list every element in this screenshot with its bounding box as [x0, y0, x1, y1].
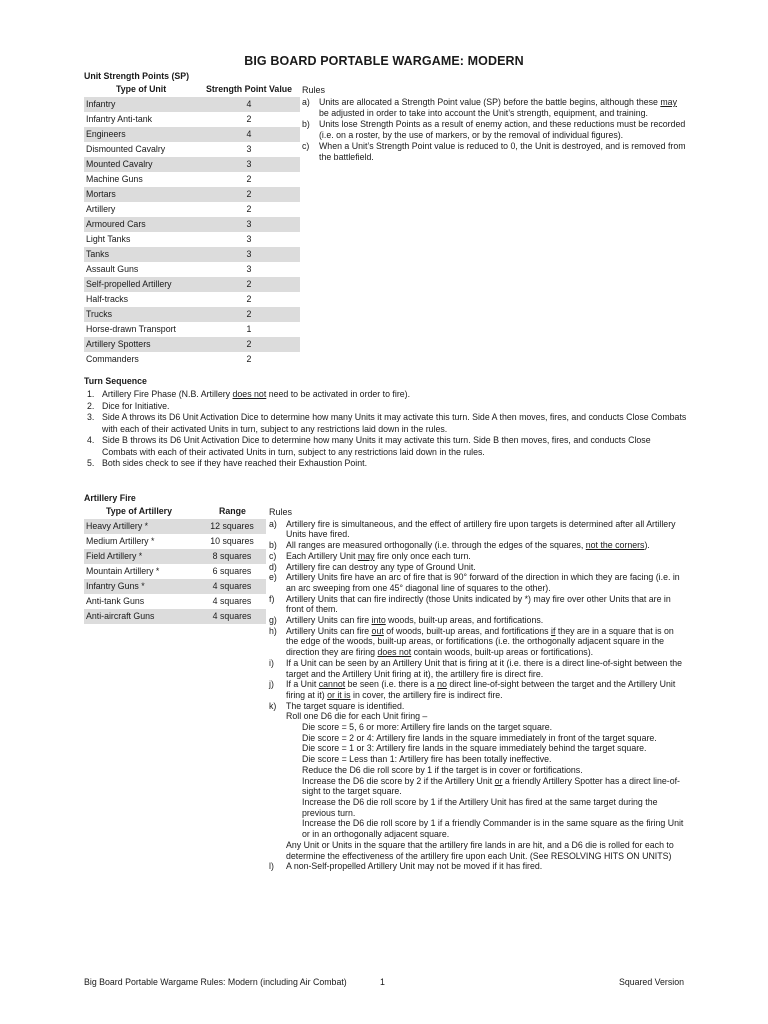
- row-value: 4 squares: [212, 596, 252, 606]
- row-value: 6 squares: [212, 566, 252, 576]
- row-value: 2: [246, 174, 252, 184]
- table-row: [84, 112, 300, 127]
- row-label: Engineers: [86, 129, 126, 139]
- footer-left: Big Board Portable Wargame Rules: Modern (including Air Combat): [84, 977, 347, 987]
- row-label: Commanders: [86, 354, 139, 364]
- art-rule-g: g) Artillery Units can fire into woods, built-up areas, and fortifications.: [269, 615, 544, 626]
- row-label: Self-propelled Artillery: [86, 279, 172, 289]
- table-row: [84, 292, 300, 307]
- row-value: 2: [246, 189, 252, 199]
- row-value: 1: [246, 324, 252, 334]
- turn-item: 2. Dice for Initiative.: [87, 400, 170, 411]
- die-score-line: Die score = 2 or 4: Artillery fire lands in the square immediately in front of the target square.: [302, 732, 657, 743]
- row-label: Anti-aircraft Guns: [86, 611, 155, 621]
- roll-instruction: Roll one D6 die for each Unit firing –: [286, 711, 428, 722]
- row-value: 2: [246, 279, 252, 289]
- sp-rule-a: a) Units are allocated a Strength Point value (SP) before the battle begins, although these may be adjusted in order to take into account the Unit’s strength, equipment, and training.: [302, 97, 677, 118]
- footer-right: Squared Version: [618, 977, 684, 987]
- row-label: Infantry Anti-tank: [86, 114, 153, 124]
- row-value: 3: [246, 144, 252, 154]
- row-label: Heavy Artillery *: [86, 521, 149, 531]
- row-value: 2: [246, 339, 252, 349]
- row-label: Field Artillery *: [86, 551, 143, 561]
- die-score-line: Die score = Less than 1: Artillery fire has been totally ineffective.: [302, 754, 552, 765]
- modifier-line: Increase the D6 die roll score by 1 if the Artillery Unit has fired at the same target during the previous turn.: [302, 796, 658, 818]
- modifier-line: Increase the D6 die roll score by 1 if a friendly Commander is in the same square as the firing Unit or in an orthogonally adjacent square.: [302, 818, 684, 840]
- art-rules-label: Rules: [269, 507, 293, 517]
- row-label: Horse-drawn Transport: [86, 324, 176, 334]
- sp-col-type-header: Type of Unit: [116, 84, 167, 94]
- row-label: Mortars: [86, 189, 116, 199]
- turn-item: 3. Side A throws its D6 Unit Activation Dice to determine how many Units it may activate this turn. Side A then moves, fires, and conducts Close Combats with each of their activated Units in turn, subject to any restrictions laid down in the rules.: [87, 412, 687, 434]
- sp-rules-list: [302, 97, 688, 163]
- table-row: [84, 609, 266, 624]
- row-value: 3: [246, 264, 252, 274]
- artillery-table: [84, 506, 266, 628]
- row-label: Assault Guns: [86, 264, 139, 274]
- row-value: 10 squares: [210, 536, 254, 546]
- sp-rule-b: b) Units lose Strength Points as a result of enemy action, and these reductions must be recorded (i.e. on a roster, by the use of markers, or by the removal of individual figures).: [302, 119, 686, 140]
- row-label: Tanks: [86, 249, 109, 259]
- art-rule-a: a) Artillery fire is simultaneous, and the effect of artillery fire upon targets is determined after all Artillery Units have fired.: [269, 518, 676, 540]
- table-row: [84, 322, 300, 337]
- die-score-line: Die score = 5, 6 or more: Artillery fire lands on the target square.: [302, 722, 553, 733]
- row-label: Light Tanks: [86, 234, 131, 244]
- row-value: 2: [246, 309, 252, 319]
- footer-page-number: 1: [380, 977, 385, 987]
- die-score-line: Die score = 1 or 3: Artillery fire lands in the square immediately behind the target square.: [302, 743, 647, 754]
- row-label: Trucks: [86, 309, 113, 319]
- table-row: [84, 352, 300, 367]
- row-value: 4: [246, 99, 252, 109]
- table-row: [84, 549, 266, 564]
- row-label: Machine Guns: [86, 174, 143, 184]
- table-row: [84, 307, 300, 322]
- row-value: 4: [246, 129, 252, 139]
- row-value: 4 squares: [212, 581, 252, 591]
- row-label: Mounted Cavalry: [86, 159, 153, 169]
- row-value: 3: [246, 159, 252, 169]
- turn-item: 1. Artillery Fire Phase (N.B. Artillery does not need to be activated in order to fire).: [87, 389, 411, 399]
- row-value: 2: [246, 114, 252, 124]
- row-value: 2: [246, 204, 252, 214]
- modifier-line: Reduce the D6 die roll score by 1 if the target is in cover or fortifications.: [302, 764, 583, 775]
- art-rule-i: i) If a Unit can be seen by an Artillery Unit that is firing at it (i.e. there is a direct line-of-sight between the target and the Artillery Unit firing at it), the artillery fire is direct fire.: [269, 657, 683, 679]
- table-row: [84, 519, 266, 534]
- turn-heading: Turn Sequence: [84, 376, 147, 386]
- art-col-range-header: Range: [219, 506, 246, 516]
- table-row: [84, 534, 266, 549]
- art-rule-k: k) The target square is identified. Roll one D6 die for each Unit firing – Die score = 5, 6 or more: Artillery fire lands on the target square. Die score = 2 or 4: Artillery fire lands in the square immediately in front of the target square. Die score = 1 or 3: Artillery fire lands in the square immediately behind the target square. Die score = Less than 1: Artillery fire has been totally ineffective. Reduce the D6 die roll score by 1 if the target is in cover or fortifications. Increase the D6 die score by 2 if the Artillery Unit or a friendly Artillery Spotter has a direct line-of-sight to the target square. Increase the D6 die roll score by 1 if the Artillery Unit has fired at the same target during the previous turn. Increase the D6 die roll score by 1 if a friendly Commander is in the same square as the firing Unit or in an orthogonally adjacent square. Any Unit or Units in the square that the artillery fire lands in are hit, and a D6 die is rolled for each to determine the effectiveness of the artillery fire upon each Unit. (See RESOLVING HITS ON UNITS): [269, 701, 687, 862]
- sp-rules-label: Rules: [302, 85, 326, 95]
- art-rule-d: d) Artillery fire can destroy any type of Ground Unit.: [269, 561, 476, 572]
- art-col-type-header: Type of Artillery: [106, 506, 172, 516]
- turn-item: 5. Both sides check to see if they have reached their Exhaustion Point.: [87, 458, 368, 468]
- strength-points-table: [84, 84, 300, 370]
- row-value: 3: [246, 219, 252, 229]
- art-rule-e: e) Artillery Units fire have an arc of fire that is 90° forward of the direction in which they are facing (i.e. in an arc sweeping from one 45° diagonal line of squares to the other).: [269, 572, 680, 593]
- page-title: BIG BOARD PORTABLE WARGAME: MODERN: [244, 54, 524, 68]
- art-rule-h: h) Artillery Units can fire out of woods, built-up areas, and fortifications if they are in a square that is on the edge of the woods, built-up areas, or fortifications (i.e. the orthogonally adjacent square in the direction they are firing does not contain woods, built-up areas or fortifications).: [269, 625, 674, 658]
- table-row: [84, 157, 300, 172]
- table-row: [84, 337, 300, 352]
- row-label: Medium Artillery *: [86, 536, 155, 546]
- row-label: Mountain Artillery *: [86, 566, 160, 576]
- row-value: 2: [246, 354, 252, 364]
- table-row: [84, 142, 300, 157]
- modifier-line: Increase the D6 die score by 2 if the Artillery Unit or a friendly Artillery Spotter has a direct line-of-sight to the target square.: [302, 775, 680, 797]
- turn-item: 4. Side B throws its D6 Unit Activation Dice to determine how many Units it may activate this turn. Side B then moves, fires, and conducts Close Combats with each of their activated Units in turn, subject to any restrictions laid down in the rules.: [87, 435, 651, 457]
- art-rule-b: b) All ranges are measured orthogonally (i.e. through the edges of the squares, not the corners).: [269, 540, 650, 551]
- row-label: Anti-tank Guns: [86, 596, 145, 606]
- art-rules-list: [269, 519, 687, 872]
- row-label: Artillery Spotters: [86, 339, 151, 349]
- table-row: [84, 172, 300, 187]
- table-row: [84, 277, 300, 292]
- table-row: [84, 564, 266, 579]
- table-row: [84, 579, 266, 594]
- art-rule-c: c) Each Artillery Unit may fire only once each turn.: [269, 550, 471, 561]
- row-label: Armoured Cars: [86, 219, 146, 229]
- row-value: 3: [246, 234, 252, 244]
- row-label: Half-tracks: [86, 294, 129, 304]
- table-row: [84, 127, 300, 142]
- sp-col-value-header: Strength Point Value: [206, 84, 293, 94]
- table-row: [84, 202, 300, 217]
- hit-resolution-line: Any Unit or Units in the square that the artillery fire lands in are hit, and a D6 die is rolled for each to determine the effectiveness of the artillery fire upon each Unit. (See RESOLVING HITS ON UNITS): [286, 839, 674, 861]
- row-label: Infantry: [86, 99, 116, 109]
- art-rule-l: l) A non-Self-propelled Artillery Unit may not be moved if it has fired.: [269, 861, 543, 872]
- row-value: 4 squares: [212, 611, 252, 621]
- row-value: 12 squares: [210, 521, 254, 531]
- table-row: [84, 247, 300, 262]
- row-label: Artillery: [86, 204, 116, 214]
- art-rule-j: j) If a Unit cannot be seen (i.e. there is a no direct line-of-sight between the target and the Artillery Unit firing at it) or it is in cover, the artillery fire is indirect fire.: [269, 679, 676, 700]
- table-row: [84, 262, 300, 277]
- table-row: [84, 594, 266, 609]
- sp-rules: [302, 85, 688, 163]
- sp-rule-c: c) When a Unit’s Strength Point value is reduced to 0, the Unit is destroyed, and is removed from the battlefield.: [302, 141, 686, 162]
- artillery-rules: [269, 507, 687, 872]
- table-row: [84, 232, 300, 247]
- row-value: 3: [246, 249, 252, 259]
- row-label: Dismounted Cavalry: [86, 144, 166, 154]
- sp-heading: Unit Strength Points (SP): [84, 71, 190, 81]
- row-label: Infantry Guns *: [86, 581, 145, 591]
- artillery-heading: Artillery Fire: [84, 493, 136, 503]
- row-value: 8 squares: [212, 551, 252, 561]
- table-row: [84, 97, 300, 112]
- art-rule-f: f) Artillery Units that can fire indirectly (those Units indicated by *) may fire over other Units that are in front of them.: [269, 593, 671, 615]
- table-row: [84, 187, 300, 202]
- row-value: 2: [246, 294, 252, 304]
- table-row: [84, 217, 300, 232]
- turn-sequence-list: [84, 389, 688, 470]
